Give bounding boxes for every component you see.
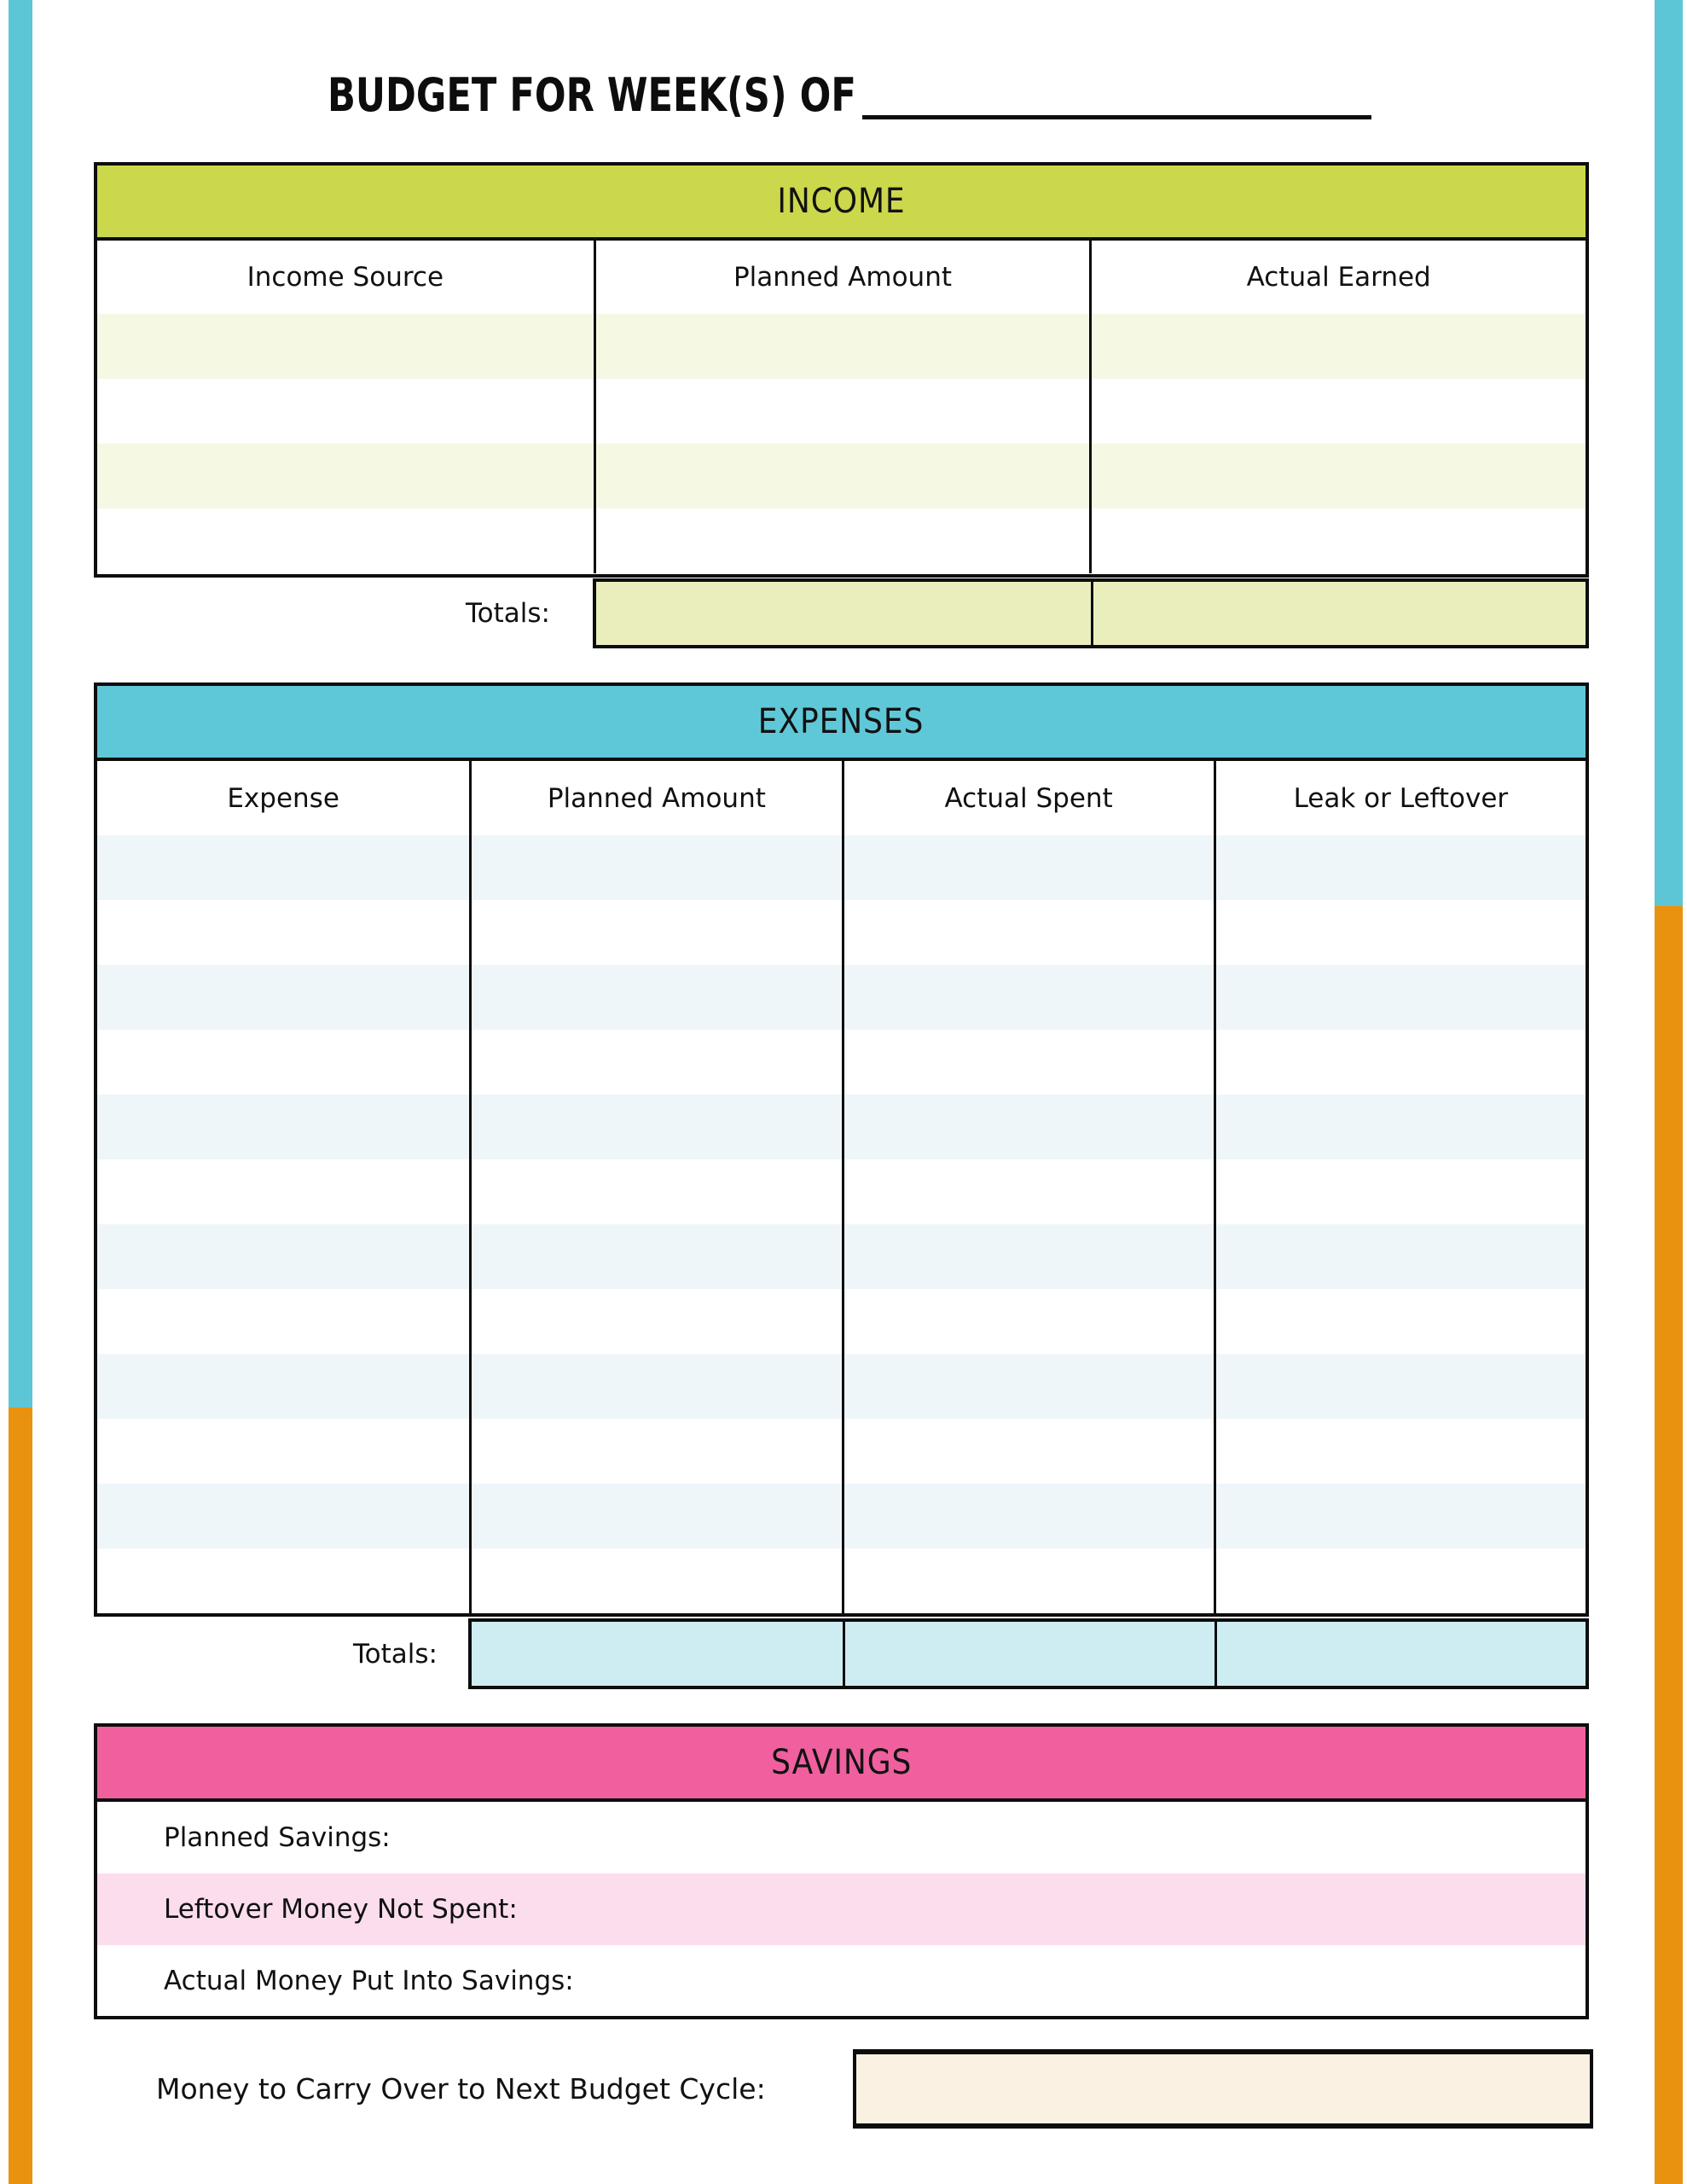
savings-row-actual[interactable]: Actual Money Put Into Savings: [164, 1965, 574, 1996]
savings-row-planned[interactable]: Planned Savings: [164, 1822, 391, 1853]
carry-over-amount-box[interactable] [853, 2049, 1593, 2129]
income-col-source: Income Source [246, 262, 444, 293]
expenses-col-leak: Leak or Leftover [1214, 761, 1586, 835]
expense-leak-cell[interactable] [1214, 1159, 1586, 1224]
expense-planned-cell[interactable] [469, 1354, 841, 1419]
carry-over-label: Money to Carry Over to Next Budget Cycle: [156, 2072, 766, 2106]
right-strip-teal-segment [1655, 0, 1683, 906]
expense-name-cell[interactable] [97, 1548, 469, 1613]
expense-row [97, 1548, 1586, 1613]
expense-row [97, 965, 1586, 1030]
expense-name-cell[interactable] [97, 1354, 469, 1419]
income-row [97, 379, 1586, 444]
income-totals-planned-cell[interactable] [596, 582, 1091, 645]
expense-name-cell[interactable] [97, 900, 469, 965]
expense-planned-cell[interactable] [469, 1548, 841, 1613]
income-col-actual: Actual Earned [1089, 241, 1586, 314]
income-source-cell[interactable] [97, 508, 594, 573]
expense-leak-cell[interactable] [1214, 965, 1586, 1030]
expense-name-cell[interactable] [97, 1419, 469, 1484]
expense-row [97, 1159, 1586, 1224]
income-actual-cell[interactable] [1089, 444, 1586, 508]
expenses-totals-planned-cell[interactable] [472, 1622, 843, 1686]
expense-leak-cell[interactable] [1214, 900, 1586, 965]
week-date-blank-line[interactable] [862, 115, 1371, 119]
expense-actual-cell[interactable] [842, 1419, 1214, 1484]
expense-planned-cell[interactable] [469, 1159, 841, 1224]
expense-name-cell[interactable] [97, 1484, 469, 1548]
income-source-cell[interactable] [97, 379, 594, 444]
savings-row-leftover[interactable]: Leftover Money Not Spent: [97, 1873, 1586, 1945]
expenses-col-actual: Actual Spent [842, 761, 1214, 835]
left-strip-orange-segment [9, 1408, 32, 2184]
expense-actual-cell[interactable] [842, 1159, 1214, 1224]
expense-leak-cell[interactable] [1214, 1548, 1586, 1613]
expense-planned-cell[interactable] [469, 1224, 841, 1289]
expense-row [97, 1030, 1586, 1095]
expenses-totals-actual-cell[interactable] [843, 1622, 1214, 1686]
expense-leak-cell[interactable] [1214, 1224, 1586, 1289]
income-totals-label: Totals: [466, 598, 550, 629]
expense-row [97, 1419, 1586, 1484]
savings-section-header-label: SAVINGS [770, 1743, 913, 1782]
income-section-header-label: INCOME [777, 182, 906, 221]
income-row [97, 508, 1586, 573]
expenses-col-planned: Planned Amount [469, 761, 841, 835]
savings-table [94, 1723, 1589, 2019]
income-planned-cell[interactable] [594, 444, 1090, 508]
expense-name-cell[interactable] [97, 1095, 469, 1159]
left-strip-teal-segment [9, 0, 32, 1408]
income-row [97, 314, 1586, 379]
expense-row [97, 900, 1586, 965]
left-accent-strip [9, 0, 32, 2184]
expense-row [97, 1224, 1586, 1289]
expense-name-cell[interactable] [97, 1224, 469, 1289]
expense-name-cell[interactable] [97, 1289, 469, 1354]
expense-planned-cell[interactable] [469, 1095, 841, 1159]
expense-actual-cell[interactable] [842, 1548, 1214, 1613]
expense-planned-cell[interactable] [469, 835, 841, 900]
expense-leak-cell[interactable] [1214, 1354, 1586, 1419]
expense-actual-cell[interactable] [842, 1354, 1214, 1419]
income-totals-row [593, 578, 1589, 648]
expense-leak-cell[interactable] [1214, 1289, 1586, 1354]
expense-leak-cell[interactable] [1214, 835, 1586, 900]
expenses-totals-row [468, 1618, 1589, 1689]
income-table [94, 162, 1589, 578]
expense-actual-cell[interactable] [842, 965, 1214, 1030]
income-source-cell[interactable] [97, 444, 594, 508]
expense-planned-cell[interactable] [469, 1484, 841, 1548]
expense-name-cell[interactable] [97, 835, 469, 900]
expenses-col-expense: Expense [227, 782, 339, 814]
expenses-section-header-label: EXPENSES [758, 702, 925, 741]
income-source-cell[interactable] [97, 314, 594, 379]
expense-actual-cell[interactable] [842, 1095, 1214, 1159]
expense-planned-cell[interactable] [469, 1419, 841, 1484]
expense-row [97, 1289, 1586, 1354]
expenses-section-header [97, 686, 1586, 761]
expense-actual-cell[interactable] [842, 1030, 1214, 1095]
income-planned-cell[interactable] [594, 379, 1090, 444]
expense-planned-cell[interactable] [469, 1030, 841, 1095]
page-title: BUDGET FOR WEEK(S) OF [328, 68, 856, 122]
expense-name-cell[interactable] [97, 1159, 469, 1224]
expense-actual-cell[interactable] [842, 1484, 1214, 1548]
expense-leak-cell[interactable] [1214, 1095, 1586, 1159]
expense-planned-cell[interactable] [469, 965, 841, 1030]
expense-leak-cell[interactable] [1214, 1419, 1586, 1484]
expense-actual-cell[interactable] [842, 835, 1214, 900]
income-actual-cell[interactable] [1089, 379, 1586, 444]
expenses-totals-leak-cell[interactable] [1215, 1622, 1586, 1686]
right-strip-orange-segment [1655, 906, 1683, 2184]
income-planned-cell[interactable] [594, 314, 1090, 379]
expense-row [97, 1095, 1586, 1159]
expenses-table [94, 682, 1589, 1617]
expense-row [97, 1354, 1586, 1419]
income-actual-cell[interactable] [1089, 508, 1586, 573]
expense-row [97, 1484, 1586, 1548]
income-column-header-row [97, 241, 1586, 314]
expense-leak-cell[interactable] [1214, 1484, 1586, 1548]
income-col-planned: Planned Amount [594, 241, 1090, 314]
expenses-totals-label: Totals: [353, 1638, 438, 1670]
expense-name-cell[interactable] [97, 1030, 469, 1095]
expense-planned-cell[interactable] [469, 1289, 841, 1354]
expense-leak-cell[interactable] [1214, 1030, 1586, 1095]
income-row [97, 444, 1586, 508]
expense-planned-cell[interactable] [469, 900, 841, 965]
expenses-column-header-row [97, 761, 1586, 835]
income-totals-actual-cell[interactable] [1091, 582, 1586, 645]
income-planned-cell[interactable] [594, 508, 1090, 573]
expense-actual-cell[interactable] [842, 900, 1214, 965]
income-section-header [97, 166, 1586, 241]
expense-row [97, 835, 1586, 900]
income-actual-cell[interactable] [1089, 314, 1586, 379]
right-accent-strip [1655, 0, 1683, 2184]
expense-actual-cell[interactable] [842, 1224, 1214, 1289]
expense-actual-cell[interactable] [842, 1289, 1214, 1354]
expense-name-cell[interactable] [97, 965, 469, 1030]
savings-section-header [97, 1727, 1586, 1802]
